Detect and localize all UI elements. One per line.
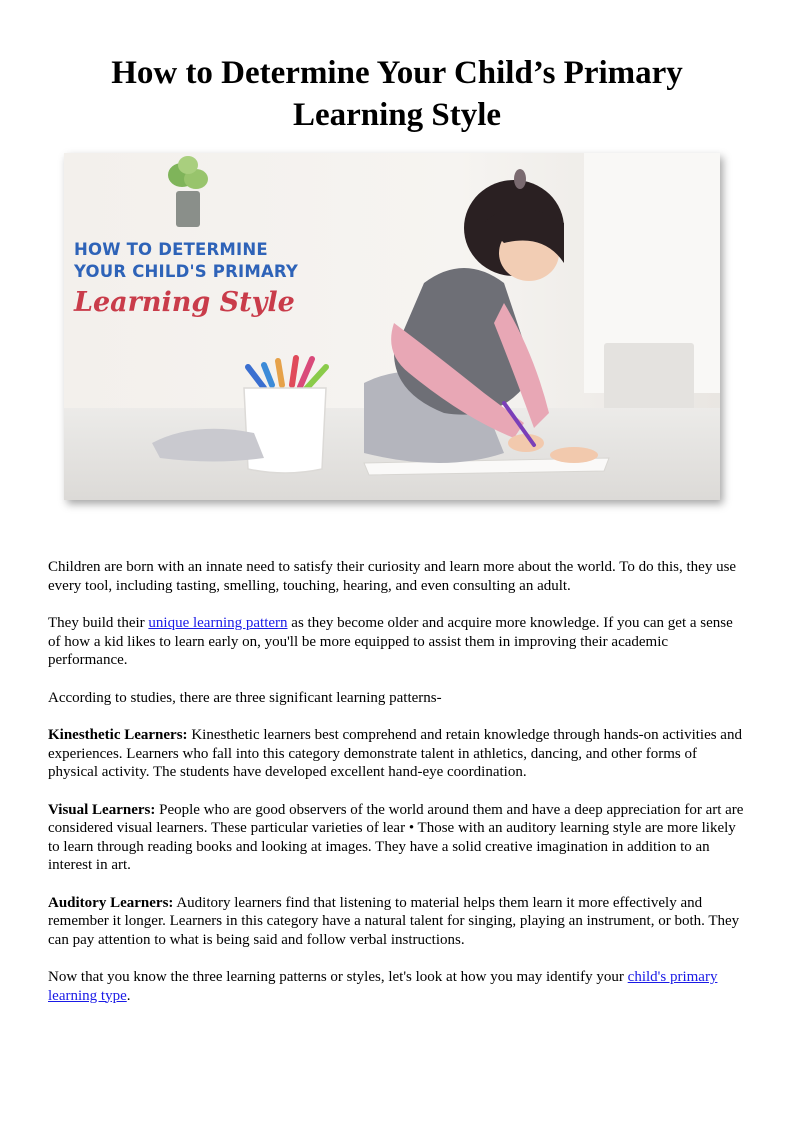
article-body [48, 558, 748, 1024]
unique-learning-pattern-link[interactable]: unique learning pattern [148, 615, 288, 631]
kinesthetic-paragraph [48, 726, 748, 782]
text-span: Now that you know the three learning patterns or styles, let's look at how you may identify your [48, 969, 628, 985]
primary-learning-type-link[interactable]: child's primary learning type [48, 969, 718, 1004]
text-span: . [126, 987, 131, 1004]
auditory-label: Auditory Learners: [48, 894, 174, 911]
kinesthetic-label: Kinesthetic Learners: [48, 727, 188, 743]
hero-overlay-text [74, 239, 374, 321]
hero-script-text: Learning Style [74, 287, 295, 318]
hero-heading-line-1: HOW TO DETERMINE [74, 240, 268, 259]
hero-image [64, 153, 720, 500]
kinesthetic-text: Kinesthetic learners best comprehend and retain knowledge through hands-on activities and experiences. Learners who fall into this category demonstrate talent in athletics, dancing, and other forms of physical activity. The students have developed excellent hand-eye coordination. [48, 727, 742, 780]
page-title: How to Determine Your Child’s Primary Learning Style [111, 55, 683, 133]
auditory-paragraph [48, 894, 748, 950]
intro-paragraph: Children are born with an innate need to satisfy their curiosity and learn more about the world. To do this, they use every tool, including tasting, smelling, touching, hearing, and even consulting an adult. [48, 559, 737, 594]
learning-pattern-paragraph [48, 614, 748, 670]
auditory-text: Auditory learners find that listening to material helps them learn it more effectively and remember it longer. Learners in this category have a natural talent for singing, playing an instrument, or both. They can pay attention to what is being said and follow verbal instructions. [48, 894, 740, 948]
visual-label: Visual Learners: [48, 801, 156, 818]
text-span: They build their [48, 615, 149, 631]
closing-paragraph [48, 968, 748, 1005]
visual-paragraph [48, 801, 748, 875]
studies-paragraph: According to studies, there are three significant learning patterns- [48, 689, 442, 706]
hero-heading-line-2: YOUR CHILD'S PRIMARY [74, 262, 299, 281]
visual-text: People who are good observers of the world around them and have a deep appreciation for art are considered visual learners. These particular varieties of lear • Those with an auditory learning style are more likely to learn through reading books and looking at images. They have a solid creative imagination in addition to an interest in art. [48, 801, 744, 873]
child-drawing-illustration [64, 153, 720, 500]
text-span: as they become older and acquire more knowledge. If you can get a sense of how a kid likes to learn early on, you'll be more equipped to assist them in improving their academic performance. [48, 615, 733, 668]
